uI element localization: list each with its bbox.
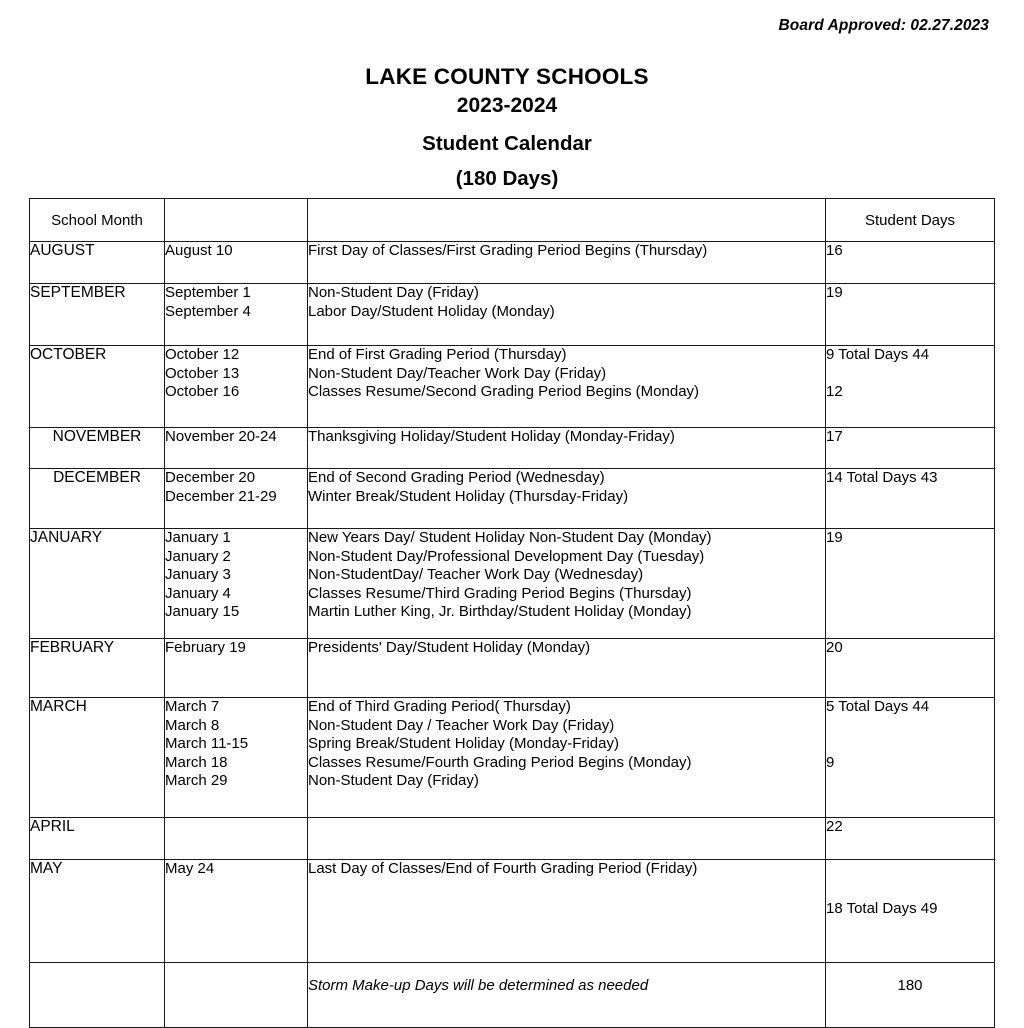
- student-days-cell: [826, 698, 995, 818]
- student-days-value: 14 Total Days 43: [826, 469, 938, 486]
- date-cell: [165, 346, 308, 428]
- student-days-value: 17: [826, 428, 843, 445]
- date-entry: January 3: [165, 566, 231, 583]
- date-entry: October 12: [165, 346, 240, 363]
- table-row: [30, 639, 995, 698]
- date-entry: September 4: [165, 302, 251, 320]
- description-cell: [308, 284, 826, 346]
- description-entry: Non-Student Day (Friday): [308, 284, 479, 301]
- description-entry: Non-Student Day (Friday): [308, 772, 479, 789]
- table-row: [30, 284, 995, 346]
- date-cell: [165, 428, 308, 469]
- month-name-cell: AUGUST: [30, 242, 165, 284]
- date-entry: August 10: [165, 242, 233, 259]
- student-days-value: 20: [826, 639, 843, 656]
- student-days-value: 5 Total Days 44: [826, 698, 930, 715]
- column-header-school-month: School Month: [30, 199, 165, 242]
- date-entry: January 15: [165, 603, 240, 620]
- student-days-spacer: [826, 735, 994, 754]
- date-entry: March 29: [165, 772, 228, 789]
- table-row: [30, 963, 995, 1028]
- date-entry: January 4: [165, 584, 231, 602]
- description-entry: Thanksgiving Holiday/Student Holiday (Monday-Friday): [308, 428, 675, 445]
- date-entry: March 8: [165, 716, 220, 734]
- description-cell: [308, 242, 826, 284]
- student-days-cell: [826, 963, 995, 1028]
- column-header-description: [308, 199, 826, 242]
- date-cell: [165, 818, 308, 860]
- month-name-cell: MAY: [30, 860, 165, 963]
- student-days-value: 19: [826, 284, 843, 301]
- description-cell: [308, 818, 826, 860]
- description-entry: Non-Student Day/Professional Development Day (Tuesday): [308, 547, 705, 565]
- student-days-value: 12: [826, 383, 843, 400]
- description-entry: Classes Resume/Fourth Grading Period Begins (Monday): [308, 753, 692, 771]
- table-row: [30, 529, 995, 639]
- title-block: [0, 62, 1014, 194]
- description-entry: End of Third Grading Period( Thursday): [308, 698, 571, 715]
- table-row: [30, 242, 995, 284]
- date-entry: December 20: [165, 469, 256, 486]
- table-header-row: [30, 199, 995, 242]
- description-entry: Winter Break/Student Holiday (Thursday-Friday): [308, 487, 629, 505]
- description-entry: Presidents' Day/Student Holiday (Monday): [308, 639, 591, 656]
- student-days-cell: [826, 284, 995, 346]
- date-entry: March 11-15: [165, 735, 249, 752]
- date-entry: February 19: [165, 639, 246, 656]
- student-days-cell: [826, 639, 995, 698]
- date-entry: December 21-29: [165, 487, 277, 505]
- date-cell: [165, 284, 308, 346]
- description-entry: First Day of Classes/First Grading Period Begins (Thursday): [308, 242, 708, 259]
- student-days-cell: [826, 818, 995, 860]
- description-entry: Non-StudentDay/ Teacher Work Day (Wednesday): [308, 566, 644, 583]
- date-cell: [165, 860, 308, 963]
- student-days-cell: [826, 242, 995, 284]
- table-row: [30, 346, 995, 428]
- calendar-table-body: [30, 242, 995, 1028]
- description-cell: [308, 639, 826, 698]
- description-cell: [308, 963, 826, 1028]
- table-row: [30, 818, 995, 860]
- month-name-cell: JANUARY: [30, 529, 165, 639]
- description-entry: New Years Day/ Student Holiday Non-Student Day (Monday): [308, 529, 712, 546]
- calendar-table: [29, 198, 995, 1028]
- student-days-cell: [826, 469, 995, 529]
- description-entry: Non-Student Day / Teacher Work Day (Friday): [308, 716, 615, 734]
- table-row: [30, 469, 995, 529]
- date-entry: November 20-24: [165, 428, 277, 445]
- description-cell: [308, 529, 826, 639]
- date-entry: October 16: [165, 383, 240, 400]
- calendar-type: Student Calendar: [422, 132, 592, 155]
- district-title: LAKE COUNTY SCHOOLS: [365, 64, 649, 89]
- date-cell: [165, 698, 308, 818]
- student-days-value: 9: [826, 753, 835, 771]
- student-days-cell: [826, 428, 995, 469]
- month-name-cell: APRIL: [30, 818, 165, 860]
- month-name-cell: OCTOBER: [30, 346, 165, 428]
- date-entry: March 7: [165, 698, 220, 715]
- student-days-value: 9 Total Days 44: [826, 346, 930, 363]
- date-cell: [165, 963, 308, 1028]
- student-days-spacer: [826, 717, 994, 736]
- description-entry: Classes Resume/Third Grading Period Begins (Thursday): [308, 584, 692, 602]
- month-name-cell: DECEMBER: [30, 469, 165, 529]
- date-cell: [165, 469, 308, 529]
- table-row: [30, 698, 995, 818]
- date-entry: October 13: [165, 364, 240, 382]
- description-entry: Labor Day/Student Holiday (Monday): [308, 302, 555, 320]
- description-cell: [308, 428, 826, 469]
- month-name-cell: NOVEMBER: [30, 428, 165, 469]
- student-days-cell: [826, 529, 995, 639]
- column-header-date: [165, 199, 308, 242]
- description-cell: [308, 698, 826, 818]
- date-entry: January 2: [165, 547, 231, 565]
- description-entry: Non-Student Day/Teacher Work Day (Friday): [308, 364, 607, 382]
- date-entry: September 1: [165, 284, 251, 301]
- description-entry: Spring Break/Student Holiday (Monday-Friday): [308, 735, 619, 752]
- description-entry: Storm Make-up Days will be determined as needed: [308, 977, 649, 994]
- student-days-value: 19: [826, 529, 843, 546]
- student-days-cell: [826, 860, 995, 963]
- description-entry: End of Second Grading Period (Wednesday): [308, 469, 605, 486]
- description-cell: [308, 469, 826, 529]
- school-year: 2023-2024: [456, 94, 558, 117]
- month-name-cell: SEPTEMBER: [30, 284, 165, 346]
- date-entry: May 24: [165, 860, 215, 877]
- column-header-student-days: Student Days: [826, 199, 995, 242]
- student-days-spacer: [826, 365, 994, 384]
- date-cell: [165, 639, 308, 698]
- student-days-value: 16: [826, 242, 843, 259]
- board-approved-note: Board Approved: 02.27.2023: [778, 17, 989, 34]
- description-entry: Classes Resume/Second Grading Period Begins (Monday): [308, 383, 700, 400]
- month-name-cell: [30, 963, 165, 1028]
- description-entry: Martin Luther King, Jr. Birthday/Student Holiday (Monday): [308, 603, 692, 620]
- student-days-value: 180: [897, 977, 923, 994]
- total-days-note: (180 Days): [455, 167, 559, 190]
- description-cell: [308, 346, 826, 428]
- month-name-cell: FEBRUARY: [30, 639, 165, 698]
- table-row: [30, 860, 995, 963]
- date-cell: [165, 242, 308, 284]
- month-name-cell: MARCH: [30, 698, 165, 818]
- description-entry: End of First Grading Period (Thursday): [308, 346, 567, 363]
- description-cell: [308, 860, 826, 963]
- student-days-value: 18 Total Days 49: [826, 900, 938, 917]
- student-days-value: 22: [826, 818, 843, 835]
- description-entry: Last Day of Classes/End of Fourth Grading Period (Friday): [308, 860, 698, 877]
- date-entry: March 18: [165, 753, 228, 771]
- table-row: [30, 428, 995, 469]
- date-entry: January 1: [165, 529, 231, 546]
- student-days-cell: [826, 346, 995, 428]
- date-cell: [165, 529, 308, 639]
